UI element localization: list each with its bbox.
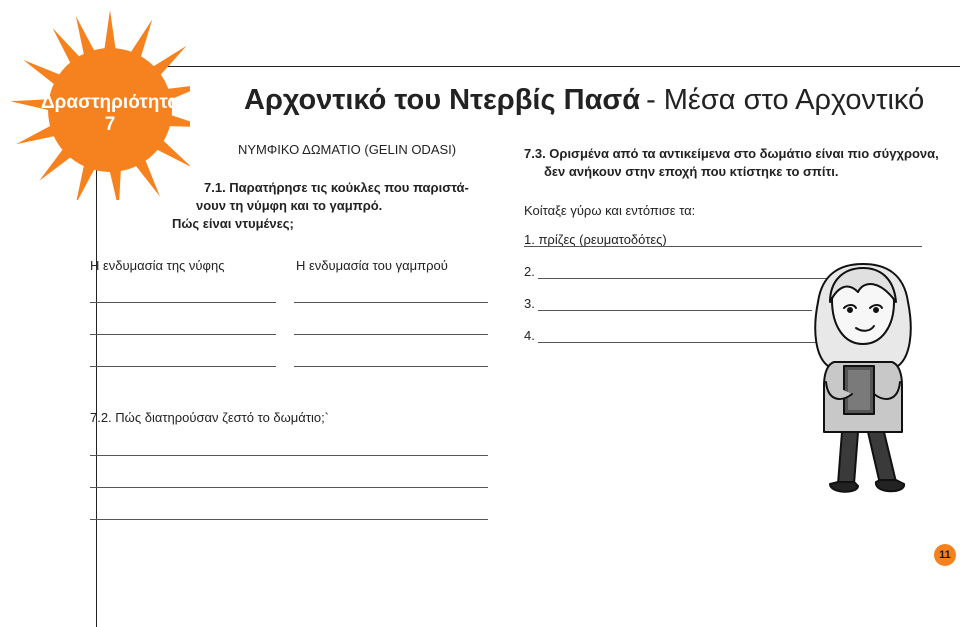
room-heading: ΝΥΜΦΙΚΟ ΔΩΜΑΤΙΟ (GELIN ODASI) <box>238 142 457 157</box>
item-answer-line[interactable] <box>538 278 832 279</box>
q72-answer-line[interactable] <box>90 487 488 488</box>
q71-line3: Πώς είναι ντυμένες; <box>172 216 294 231</box>
activity-number: 7 <box>104 114 116 135</box>
q72-text: 7.2. Πώς διατηρούσαν ζεστό το δωμάτιο;` <box>90 410 330 425</box>
q73-line2: δεν ανήκουν στην εποχή που κτίστηκε το σπίτι. <box>544 164 839 179</box>
bride-answer-line[interactable] <box>90 366 276 367</box>
groom-answer-line[interactable] <box>294 366 488 367</box>
list-item: 1. πρίζες (ρευματοδότες) <box>524 232 667 247</box>
title-sub: - Μέσα στο Αρχοντικό <box>646 84 925 116</box>
list-item: 4. <box>524 328 535 343</box>
item-answer-line[interactable] <box>538 310 812 311</box>
bride-answer-line[interactable] <box>90 302 276 303</box>
item-answer-line[interactable] <box>524 246 922 247</box>
title-main: Αρχοντικό του Ντερβίς Πασά <box>244 84 641 116</box>
page-number: 11 <box>934 544 956 566</box>
list-item: 2. <box>524 264 535 279</box>
groom-answer-line[interactable] <box>294 302 488 303</box>
groom-label: Η ενδυμασία του γαμπρού <box>296 258 448 273</box>
bride-answer-line[interactable] <box>90 334 276 335</box>
page-title <box>244 84 924 117</box>
q71-line2: νουν τη νύμφη και το γαμπρό. <box>196 198 383 213</box>
q72-answer-line[interactable] <box>90 455 488 456</box>
q73-line1: 7.3. Ορισμένα από τα αντικείμενα στο δωμάτιο είναι πιο σύγχρονα, <box>524 146 939 161</box>
item-answer-line[interactable] <box>538 342 818 343</box>
activity-badge <box>40 92 180 136</box>
girl-with-book-illustration <box>808 262 918 508</box>
groom-answer-line[interactable] <box>294 334 488 335</box>
q72-answer-line[interactable] <box>90 519 488 520</box>
bride-label: Η ενδυμασία της νύφης <box>90 258 225 273</box>
activity-label: Δραστηριότητα <box>40 92 179 113</box>
instruction: Κοίταξε γύρω και εντόπισε τα: <box>524 203 696 218</box>
q71-line1: 7.1. Παρατήρησε τις κούκλες που παριστά- <box>204 180 469 195</box>
list-item: 3. <box>524 296 535 311</box>
